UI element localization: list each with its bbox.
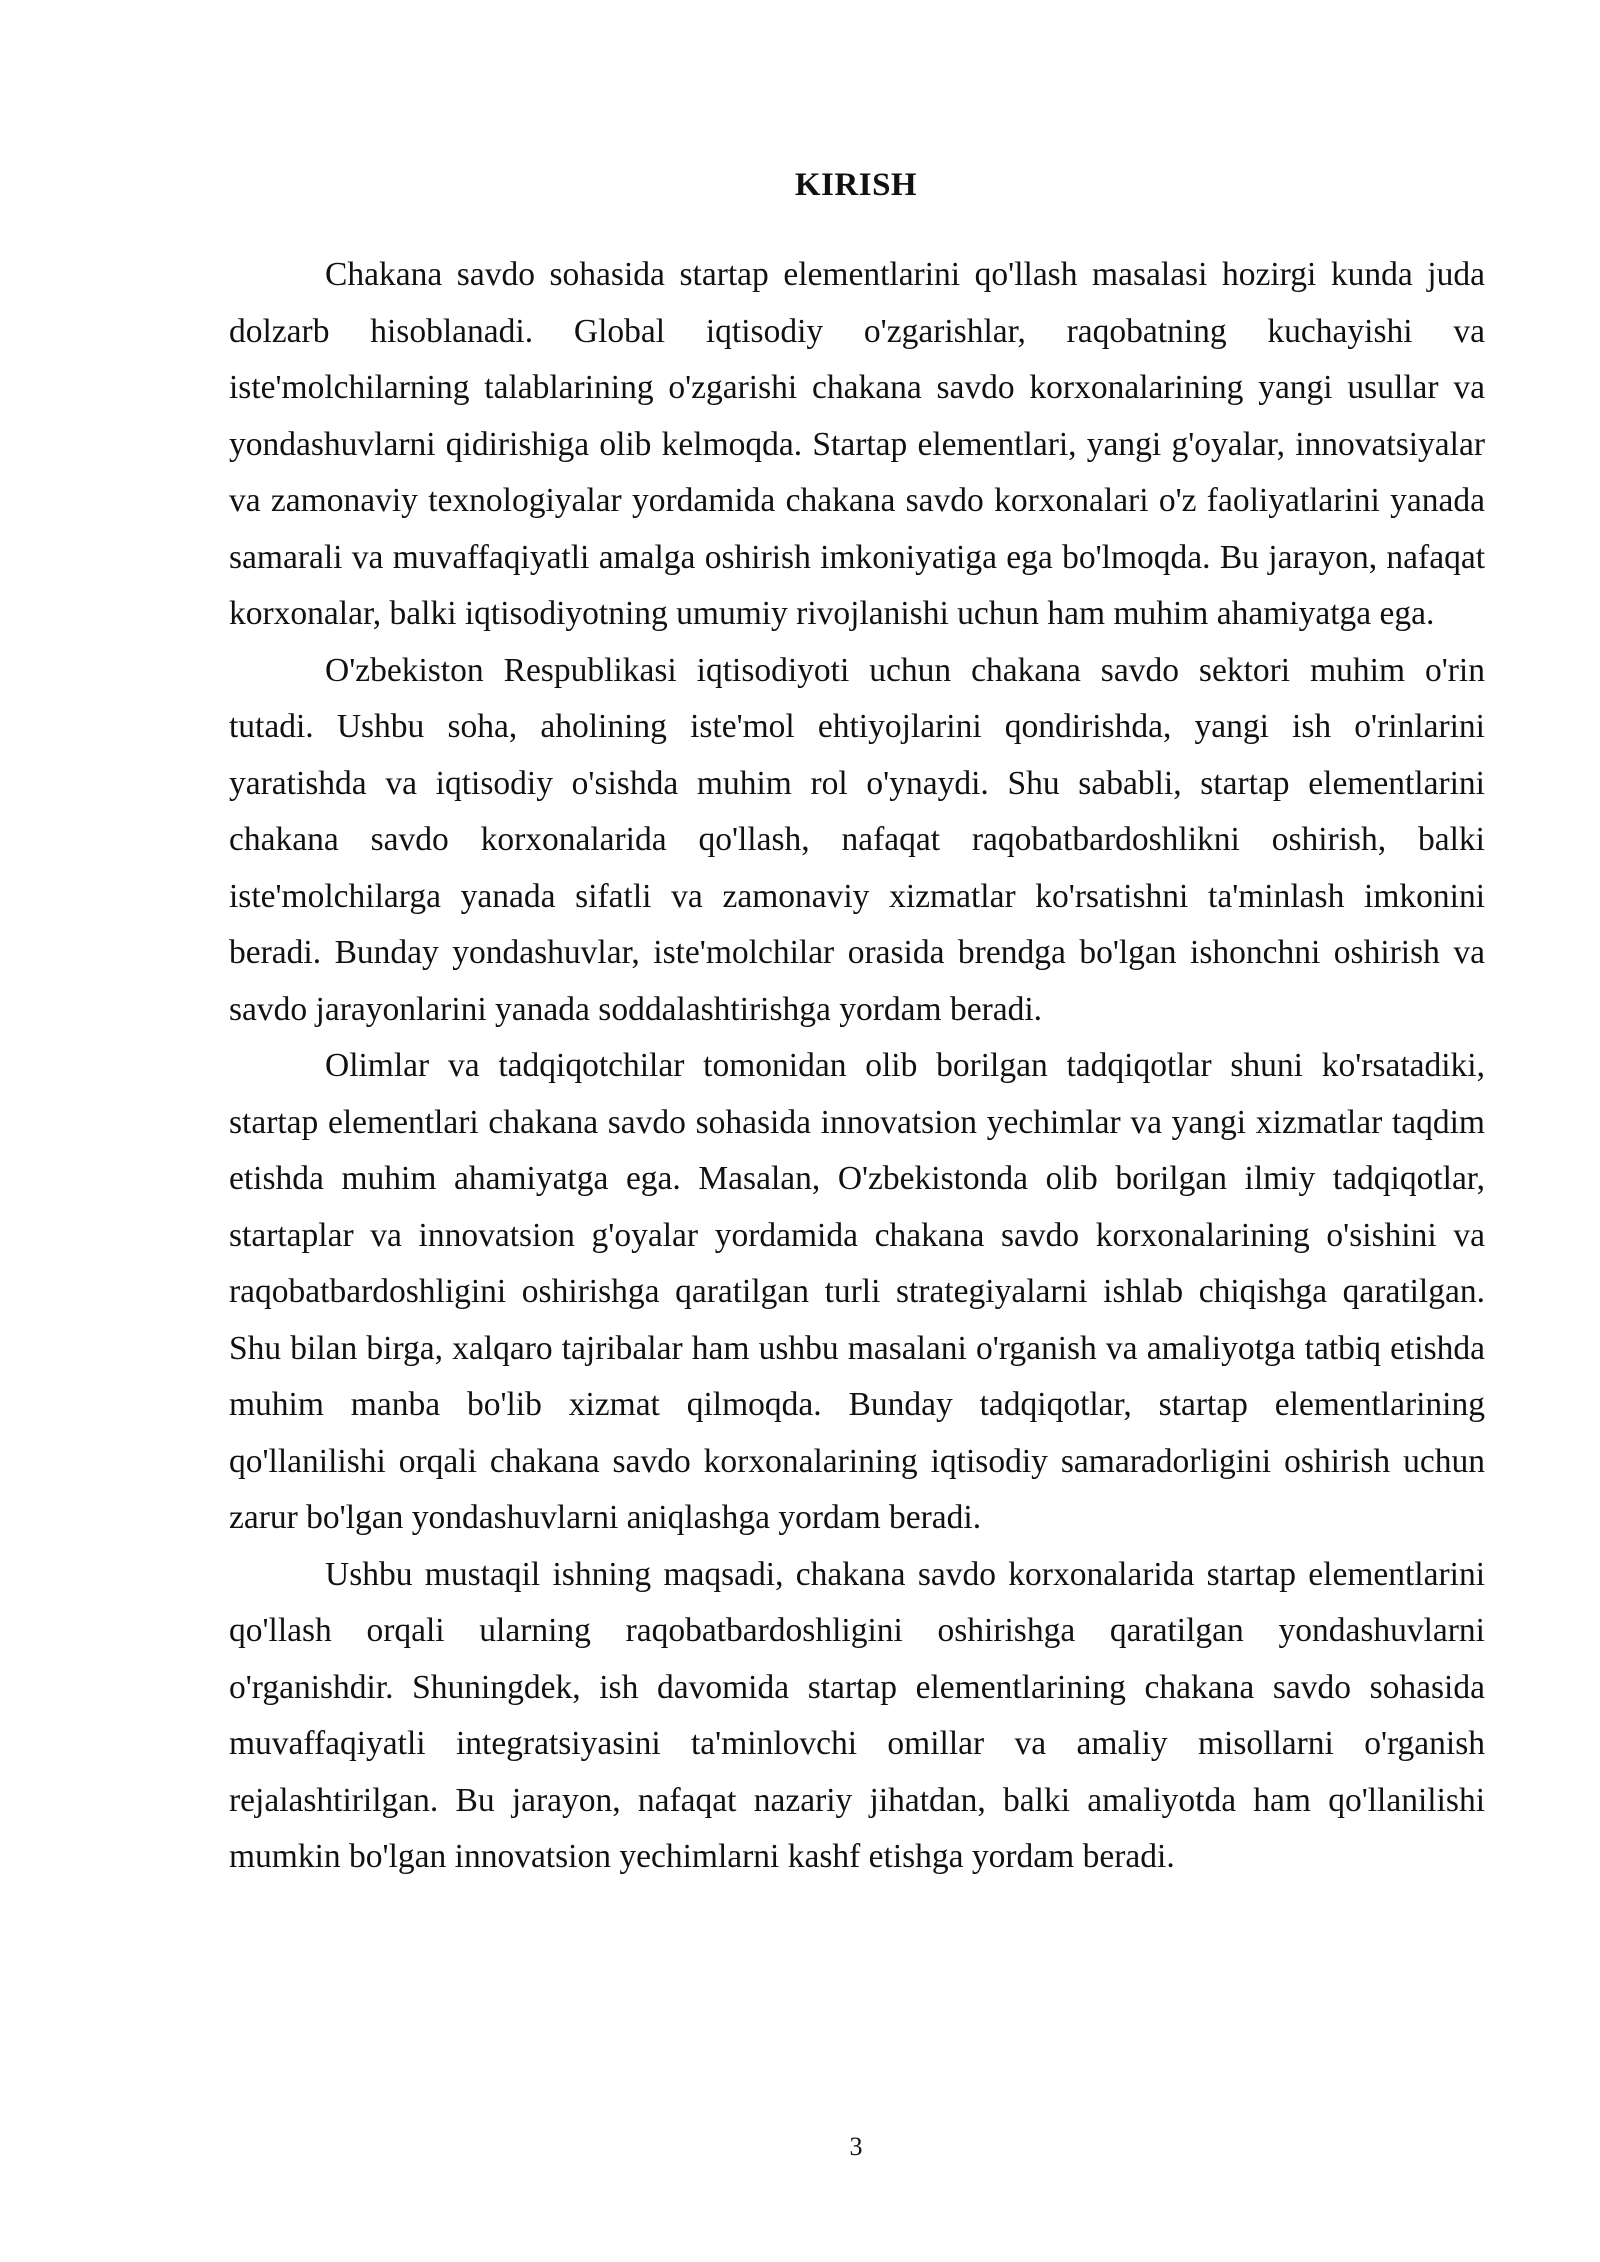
paragraph-4: Ushbu mustaqil ishning maqsadi, chakana savdo korxonalarida startap elementlarini qo'llash orqali ularning raqobatbardoshligini oshirishga qaratilgan yondashuvlarni o'rganishdir. Shuningdek, ish davomida startap elementlarining chakana savdo sohasida muvaffaqiyatli integratsiyasini ta'minlovchi omillar va amaliy misollarni o'rganish rejalashtirilgan. Bu jarayon, nafaqat nazariy jihatdan, balki amaliyotda ham qo'llanilishi mumkin bo'lgan innovatsion yechimlarni kashf etishga yordam beradi. bbox=[229, 1555, 1485, 1875]
body-text bbox=[229, 247, 1485, 1886]
paragraph-1: Chakana savdo sohasida startap elementlarini qo'llash masalasi hozirgi kunda juda dolzarb hisoblanadi. Global iqtisodiy o'zgarishlar, raqobatning kuchayishi va iste'molchilarning talablarining o'zgarishi chakana savdo korxonalarining yangi usullar va yondashuvlarni qidirishiga olib kelmoqda. Startap elementlari, yangi g'oyalar, innovatsiyalar va zamonaviy texnologiyalar yordamida chakana savdo korxonalari o'z faoliyatlarini yanada samarali va muvaffaqiyatli amalga oshirish imkoniyatiga ega bo'lmoqda. Bu jarayon, nafaqat korxonalar, balki iqtisodiyotning umumiy rivojlanishi uchun ham muhim ahamiyatga ega. bbox=[229, 256, 1485, 632]
page-number: 3 bbox=[849, 2132, 863, 2161]
paragraph-3: Olimlar va tadqiqotchilar tomonidan olib borilgan tadqiqotlar shuni ko'rsatadiki, startap elementlari chakana savdo sohasida innovatsion yechimlar va yangi xizmatlar taqdim etishda muhim ahamiyatga ega. Masalan, O'zbekistonda olib borilgan ilmiy tadqiqotlar, startaplar va innovatsion g'oyalar yordamida chakana savdo korxonalarining o'sishini va raqobatbardoshligini oshirishga qaratilgan turli strategiyalarni ishlab chiqishga qaratilgan. Shu bilan birga, xalqaro tajribalar ham ushbu masalani o'rganish va amaliyotga tatbiq etishda muhim manba bo'lib xizmat qilmoqda. Bunday tadqiqotlar, startap elementlarining qo'llanilishi orqali chakana savdo korxonalarining iqtisodiy samaradorligini oshirish uchun zarur bo'lgan yondashuvlarni aniqlashga yordam beradi. bbox=[229, 1047, 1485, 1536]
section-title: KIRISH bbox=[794, 167, 918, 203]
paragraph-2: O'zbekiston Respublikasi iqtisodiyoti uchun chakana savdo sektori muhim o'rin tutadi. Ushbu soha, aholining iste'mol ehtiyojlarini qondirishda, yangi ish o'rinlarini yaratishda va iqtisodiy o'sishda muhim rol o'ynaydi. Shu sababli, startap elementlarini chakana savdo korxonalarida qo'llash, nafaqat raqobatbardoshlikni oshirish, balki iste'molchilarga yanada sifatli va zamonaviy xizmatlar ko'rsatishni ta'minlash imkonini beradi. Bunday yondashuvlar, iste'molchilar orasida brendga bo'lgan ishonchni oshirish va savdo jarayonlarini yanada soddalashtirishga yordam beradi. bbox=[229, 651, 1485, 1028]
